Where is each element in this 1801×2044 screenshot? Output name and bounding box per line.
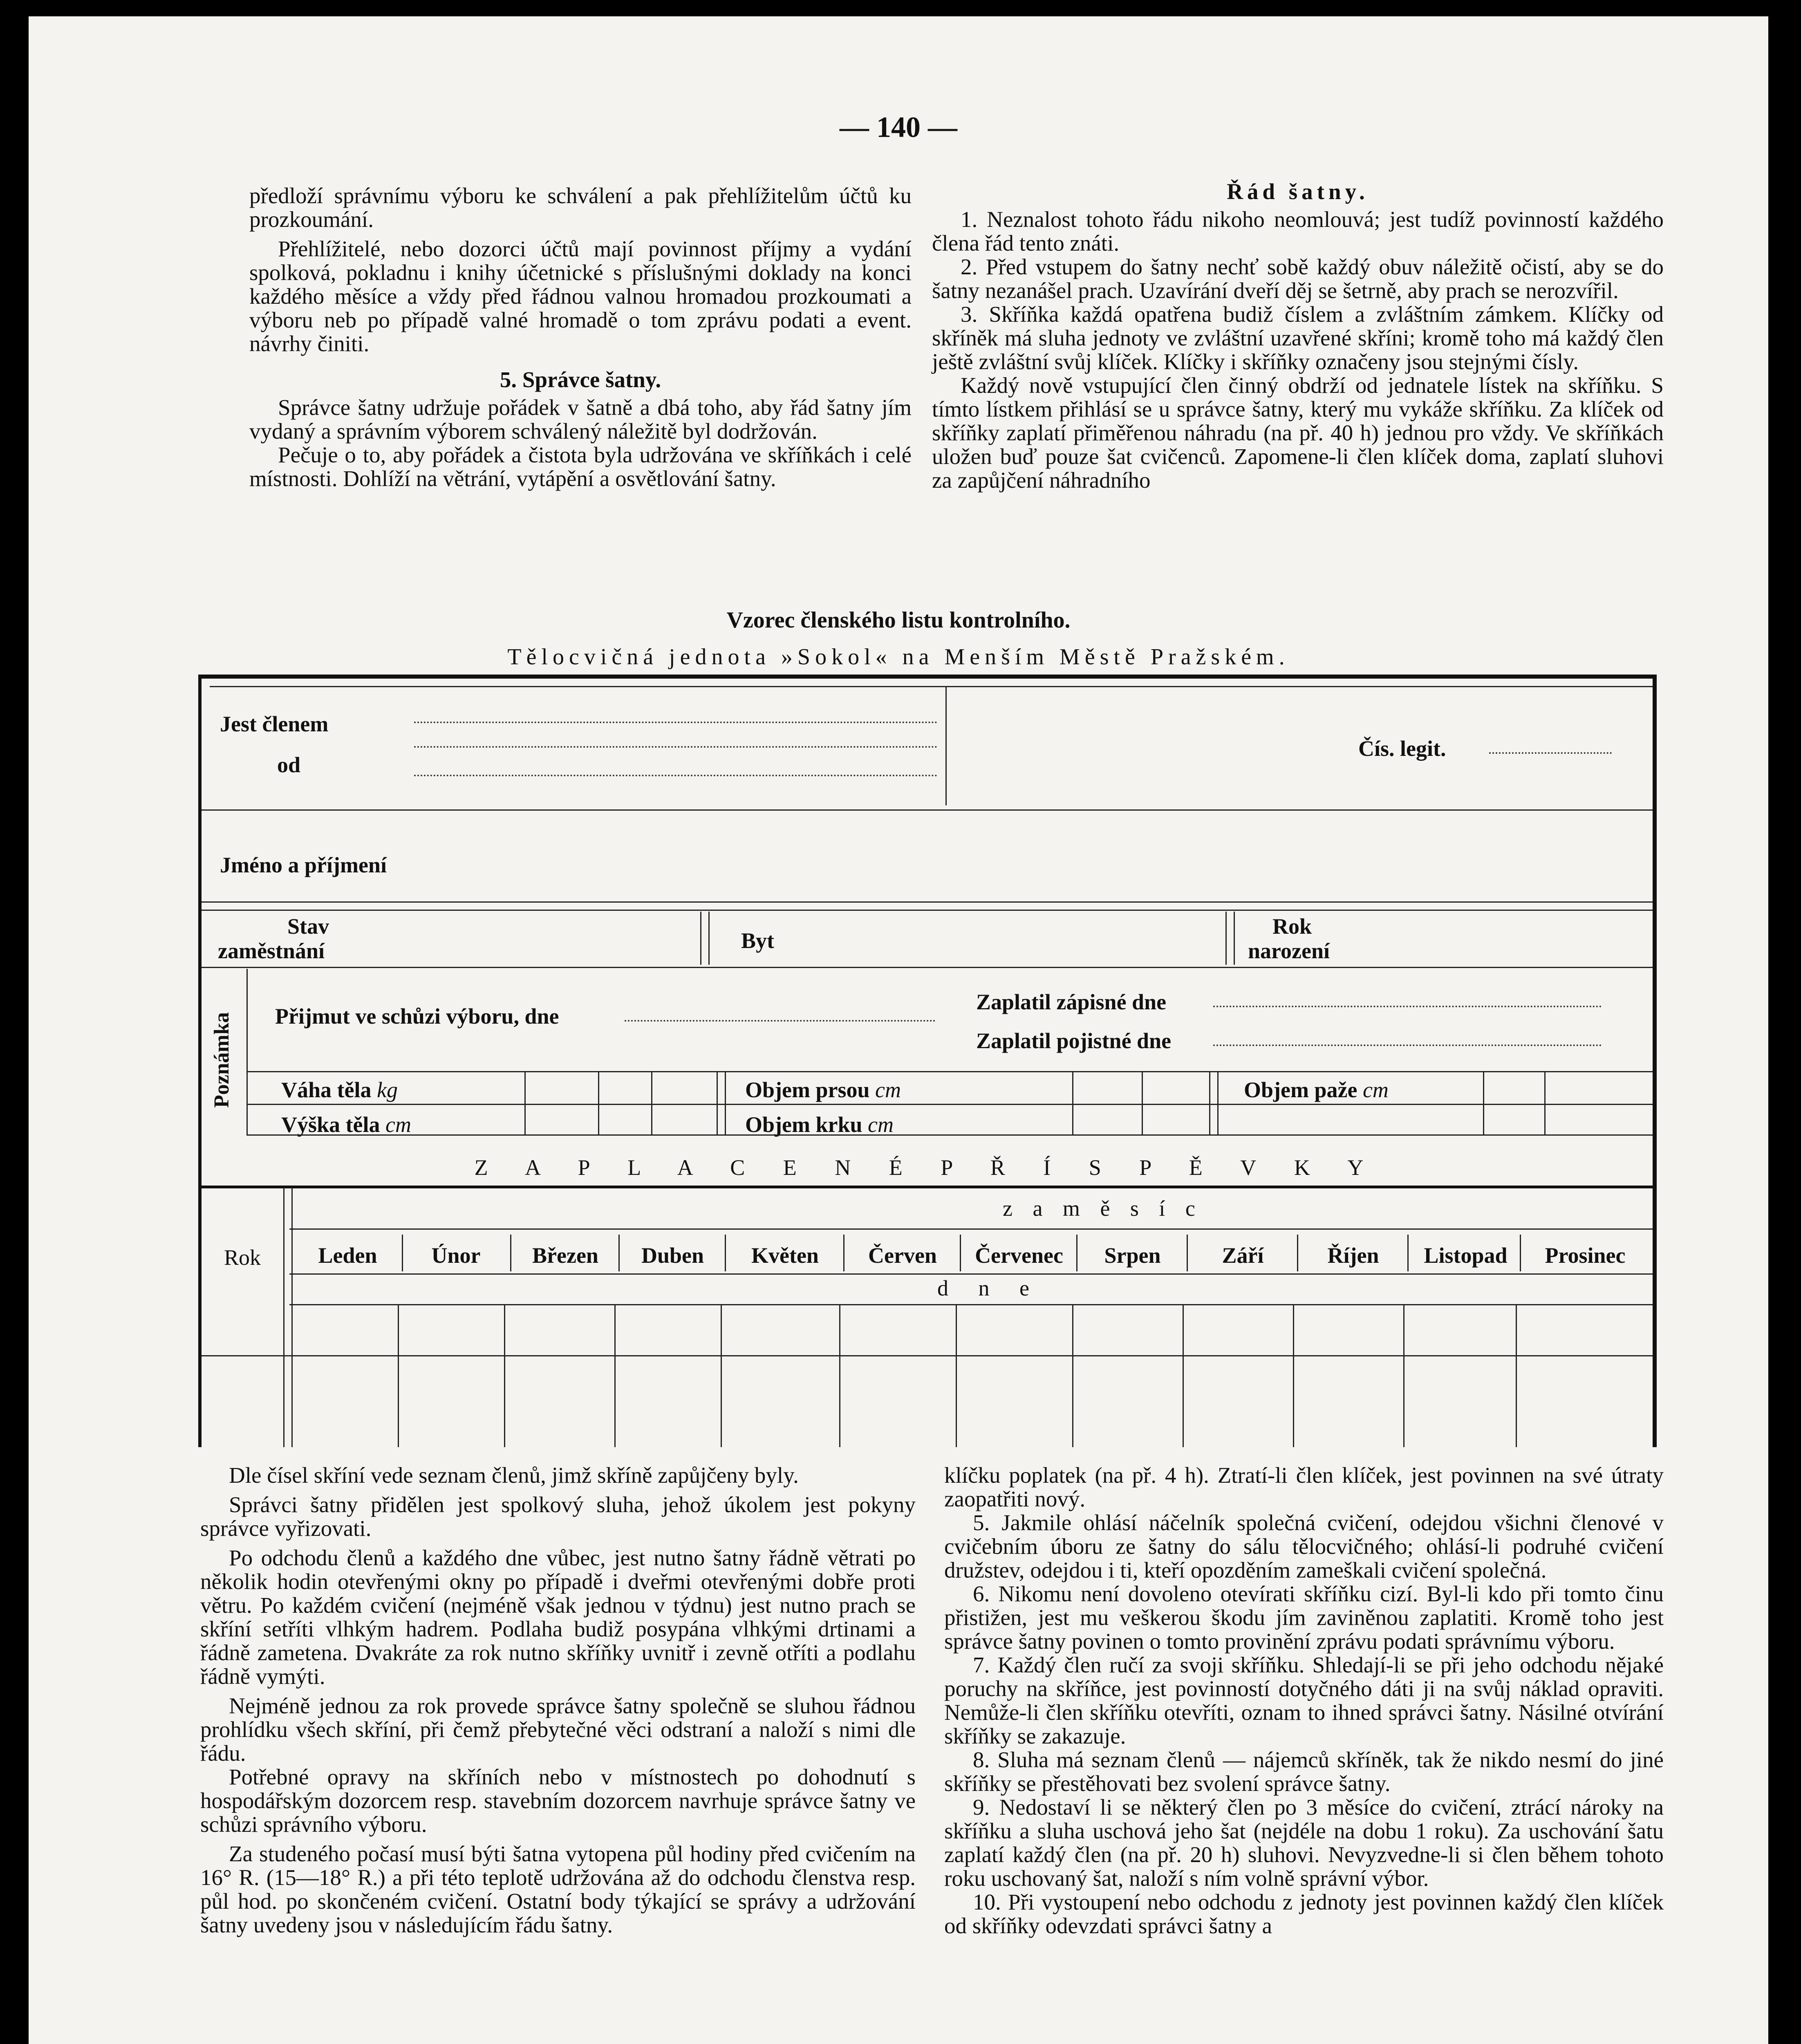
label-paze: Objem paže cm bbox=[1244, 1078, 1389, 1102]
paragraph: Potřebné opravy na skříních nebo v místnostech po dohodnutí s hospodářským dozorcem resp. stavebním dozorcem navrhuje správce šatny ve schůzi správního výboru. bbox=[200, 1764, 916, 1837]
field-prijmut[interactable] bbox=[625, 1020, 935, 1022]
field-line[interactable] bbox=[414, 746, 937, 748]
paragraph: Nejméně jednou za rok provede správce šatny společně se sluhou řádnou prohlídku všech skříní, při čemž přebytečné věci odstraní a naloží s nimi dle řádu. bbox=[200, 1693, 916, 1766]
month-kveten: Květen bbox=[751, 1243, 819, 1268]
label-vaha: Váha těla kg bbox=[281, 1078, 398, 1102]
field-od[interactable] bbox=[414, 775, 937, 776]
left-bottom-column bbox=[200, 1464, 916, 1937]
left-top-column bbox=[249, 184, 912, 491]
form-title: Vzorec členského listu kontrolního. bbox=[726, 607, 1071, 633]
field-jest-clenem[interactable] bbox=[414, 722, 937, 723]
month-cervenec: Červenec bbox=[975, 1243, 1063, 1268]
paragraph: Přehlížitelé, nebo dozorci účtů mají povinnost příjmy a vydání spolková, pokladnu i knihy účetnické s příslušnými doklady na konci každého měsíce a vždy před řádnou valnou hromadou prozkoumati a výboru neb po případě valné hromadě o tom zprávu podati a event. návrhy činiti. bbox=[249, 236, 912, 356]
paragraph: Správce šatny udržuje pořádek v šatně a dbá toho, aby řád šatny jím vydaný a správním výborem schválený náležitě byl dodržován. bbox=[249, 395, 912, 444]
paragraph: Dle čísel skříní vede seznam členů, jimž skříně zapůjčeny byly. bbox=[229, 1463, 799, 1488]
month-zari: Září bbox=[1222, 1243, 1264, 1268]
label-narozeni: narození bbox=[1248, 939, 1330, 963]
month-listopad: Listopad bbox=[1424, 1243, 1508, 1268]
paragraph: 8. Sluha má seznam členů — nájemců skříněk, tak že nikdo nesmí do jiné skříňky se přestěhovati bez svolení správce šatny. bbox=[944, 1747, 1664, 1796]
label-stav: Stav bbox=[287, 914, 329, 939]
paragraph: 5. Jakmile ohlásí náčelník společná cvičení, odejdou všichni členové v cvičebním úboru ze šatny do sálu tělocvičného; ohlásí-li podruhé cvičení družstev, odejdou i ti, kteří opozděním zameškali cvičení společná. bbox=[944, 1510, 1664, 1582]
month-leden: Leden bbox=[318, 1243, 377, 1268]
page bbox=[29, 16, 1768, 2044]
month-srpen: Srpen bbox=[1104, 1243, 1161, 1268]
form-subtitle: Tělocvičná jednota »Sokol« na Menším Městě Pražském. bbox=[507, 644, 1290, 670]
label-dne: d n e bbox=[937, 1276, 1042, 1300]
label-krku: Objem krku cm bbox=[745, 1112, 894, 1137]
month-brezen: Březen bbox=[532, 1243, 598, 1268]
right-bottom-column bbox=[944, 1464, 1664, 1938]
paragraph: Po odchodu členů a každého dne vůbec, jest nutno šatny řádně větrati po několik hodin otevřenými okny po případě i dveřmi otevřenými dobře proti větru. Po každém cvičení (nejméně však jednou v týdnu) jest nutno prach se skříní setříti vlhkým hadrem. Podlaha budiž posypána vlhkými drtinami a řádně zametena. Dvakráte za rok nutno skříňky uvnitř i zevně otříti a podlahu řádně vymýti. bbox=[200, 1545, 916, 1689]
section-heading: 5. Správce šatny. bbox=[500, 367, 661, 392]
paragraph: klíčku poplatek (na př. 4 h). Ztratí-li člen klíček, jest povinnen na své útraty zaopatřiti nový. bbox=[944, 1463, 1664, 1511]
month-duben: Duben bbox=[641, 1243, 704, 1268]
label-poznamka: Poznámka bbox=[210, 1012, 233, 1108]
paragraph: předloží správnímu výboru ke schválení a pak přehlížitelům účtů ku prozkoumání. bbox=[249, 183, 912, 232]
paragraph: 10. Při vystoupení nebo odchodu z jednoty jest povinnen každý člen klíček od skříňky odevzdati správci šatny a bbox=[944, 1889, 1664, 1938]
paragraph: Za studeného počasí musí býti šatna vytopena půl hodiny před cvičením na 16° R. (15—18° R.) a při této teplotě udržována až do odchodu členstva resp. půl hod. po skončeném cvičení. Ostatní body týkající se správy a udržování šatny uvedeny jsou v následujícím řádu šatny. bbox=[200, 1841, 916, 1937]
label-prijmut: Přijmut ve schůzi výboru, dne bbox=[275, 1004, 559, 1029]
paragraph: 1. Neznalost tohoto řádu nikoho neomlouvá; jest tudíž povinností každého člena řád tento znáti. bbox=[932, 207, 1664, 256]
label-prispevky: Z A P L A C E N É P Ř Í S P Ě V K Y bbox=[474, 1155, 1380, 1180]
label-za-mesic: z a m ě s í c bbox=[1003, 1196, 1203, 1221]
label-byt: Byt bbox=[741, 928, 774, 953]
label-pojistne: Zaplatil pojistné dne bbox=[976, 1029, 1172, 1053]
label-rok-col: Rok bbox=[224, 1245, 261, 1270]
month-rijen: Říjen bbox=[1327, 1243, 1379, 1268]
field-cis-legit[interactable] bbox=[1489, 752, 1612, 754]
paragraph: Každý nově vstupující člen činný obdrží od jednatele lístek na skříňku. S tímto lístkem přihlásí se u správce šatny, který mu vykáže skříňku. Za klíček od skříňky zaplatí přiměřenou náhradu (na př. 40 h) jednou pro vždy. Ve skříňkách uložen buď pouze šat cvičenců. Zapomene-li člen klíček doma, zaplatí sluhovi za zapůjčení náhradního bbox=[932, 373, 1664, 493]
page-number: — 140 — bbox=[840, 111, 957, 143]
label-zamestnani: zaměstnání bbox=[218, 939, 325, 963]
month-cerven: Červen bbox=[868, 1243, 937, 1268]
paragraph: Pečuje o to, aby pořádek a čistota byla udržována ve skříňkách i celé místnosti. Dohlíží na větrání, vytápění a osvětlování šatny. bbox=[249, 442, 912, 491]
label-od: od bbox=[277, 753, 301, 777]
paragraph: 2. Před vstupem do šatny nechť sobě každý obuv náležitě očistí, aby se do šatny nezanášel prach. Uzavírání dveří děj se šetrně, aby prach se nerozvířil. bbox=[932, 254, 1664, 303]
month-prosinec: Prosinec bbox=[1545, 1243, 1626, 1268]
right-top-column bbox=[932, 180, 1664, 492]
label-jmeno: Jméno a příjmení bbox=[220, 853, 387, 877]
field-pojistne[interactable] bbox=[1213, 1044, 1602, 1046]
membership-form bbox=[198, 675, 1657, 1447]
paragraph: 7. Každý člen ručí za svoji skříňku. Shledají-li se při jeho odchodu nějaké poruchy na skříňce, jest povinností dotyčného dáti ji na svůj náklad opraviti. Nemůže-li člen skříňku otevříti, oznam to ihned správci šatny. Násilné otvírání skříňky se zakazuje. bbox=[944, 1652, 1664, 1748]
label-cis-legit: Čís. legit. bbox=[1358, 736, 1446, 761]
label-jest-clenem: Jest členem bbox=[220, 712, 329, 736]
paragraph: 9. Nedostaví li se některý člen po 3 měsíce do cvičení, ztrácí nároky na skříňku a sluha uschová jeho šat (nejdéle na dobu 1 roku). Za uschování šatu zaplatí každý člen (na př. 20 h) sluhovi. Nevyzvedne-li si člen během tohoto roku uschovaný šat, naloží s ním volně správní výbor. bbox=[944, 1795, 1664, 1891]
month-unor: Únor bbox=[431, 1243, 481, 1268]
label-vyska: Výška těla cm bbox=[281, 1112, 411, 1137]
paragraph: 3. Skříňka každá opatřena budiž číslem a zvláštním zámkem. Klíčky od skříněk má sluha jednoty ve zvláštní uzavřené skříni; kromě toho má každý člen ještě zvláštní svůj klíček. Klíčky i skříňky označeny jsou stejnými čísly. bbox=[932, 302, 1664, 374]
label-zapisne: Zaplatil zápisné dne bbox=[976, 990, 1167, 1014]
field-zapisne[interactable] bbox=[1213, 1006, 1602, 1007]
label-rok: Rok bbox=[1272, 914, 1312, 939]
paragraph: 6. Nikomu není dovoleno otevírati skříňku cizí. Byl-li kdo při tomto činu přistižen, jest mu veškerou škodu jím zaviněnou zaplatiti. Kromě toho jest správce šatny povinen o tomto provinění zprávu podati správnímu výboru. bbox=[944, 1581, 1664, 1654]
label-prsou: Objem prsou cm bbox=[745, 1078, 901, 1102]
paragraph: Správci šatny přidělen jest spolkový sluha, jehož úkolem jest pokyny správce vyřizovati. bbox=[200, 1492, 916, 1541]
section-heading: Řád šatny. bbox=[1227, 179, 1369, 204]
